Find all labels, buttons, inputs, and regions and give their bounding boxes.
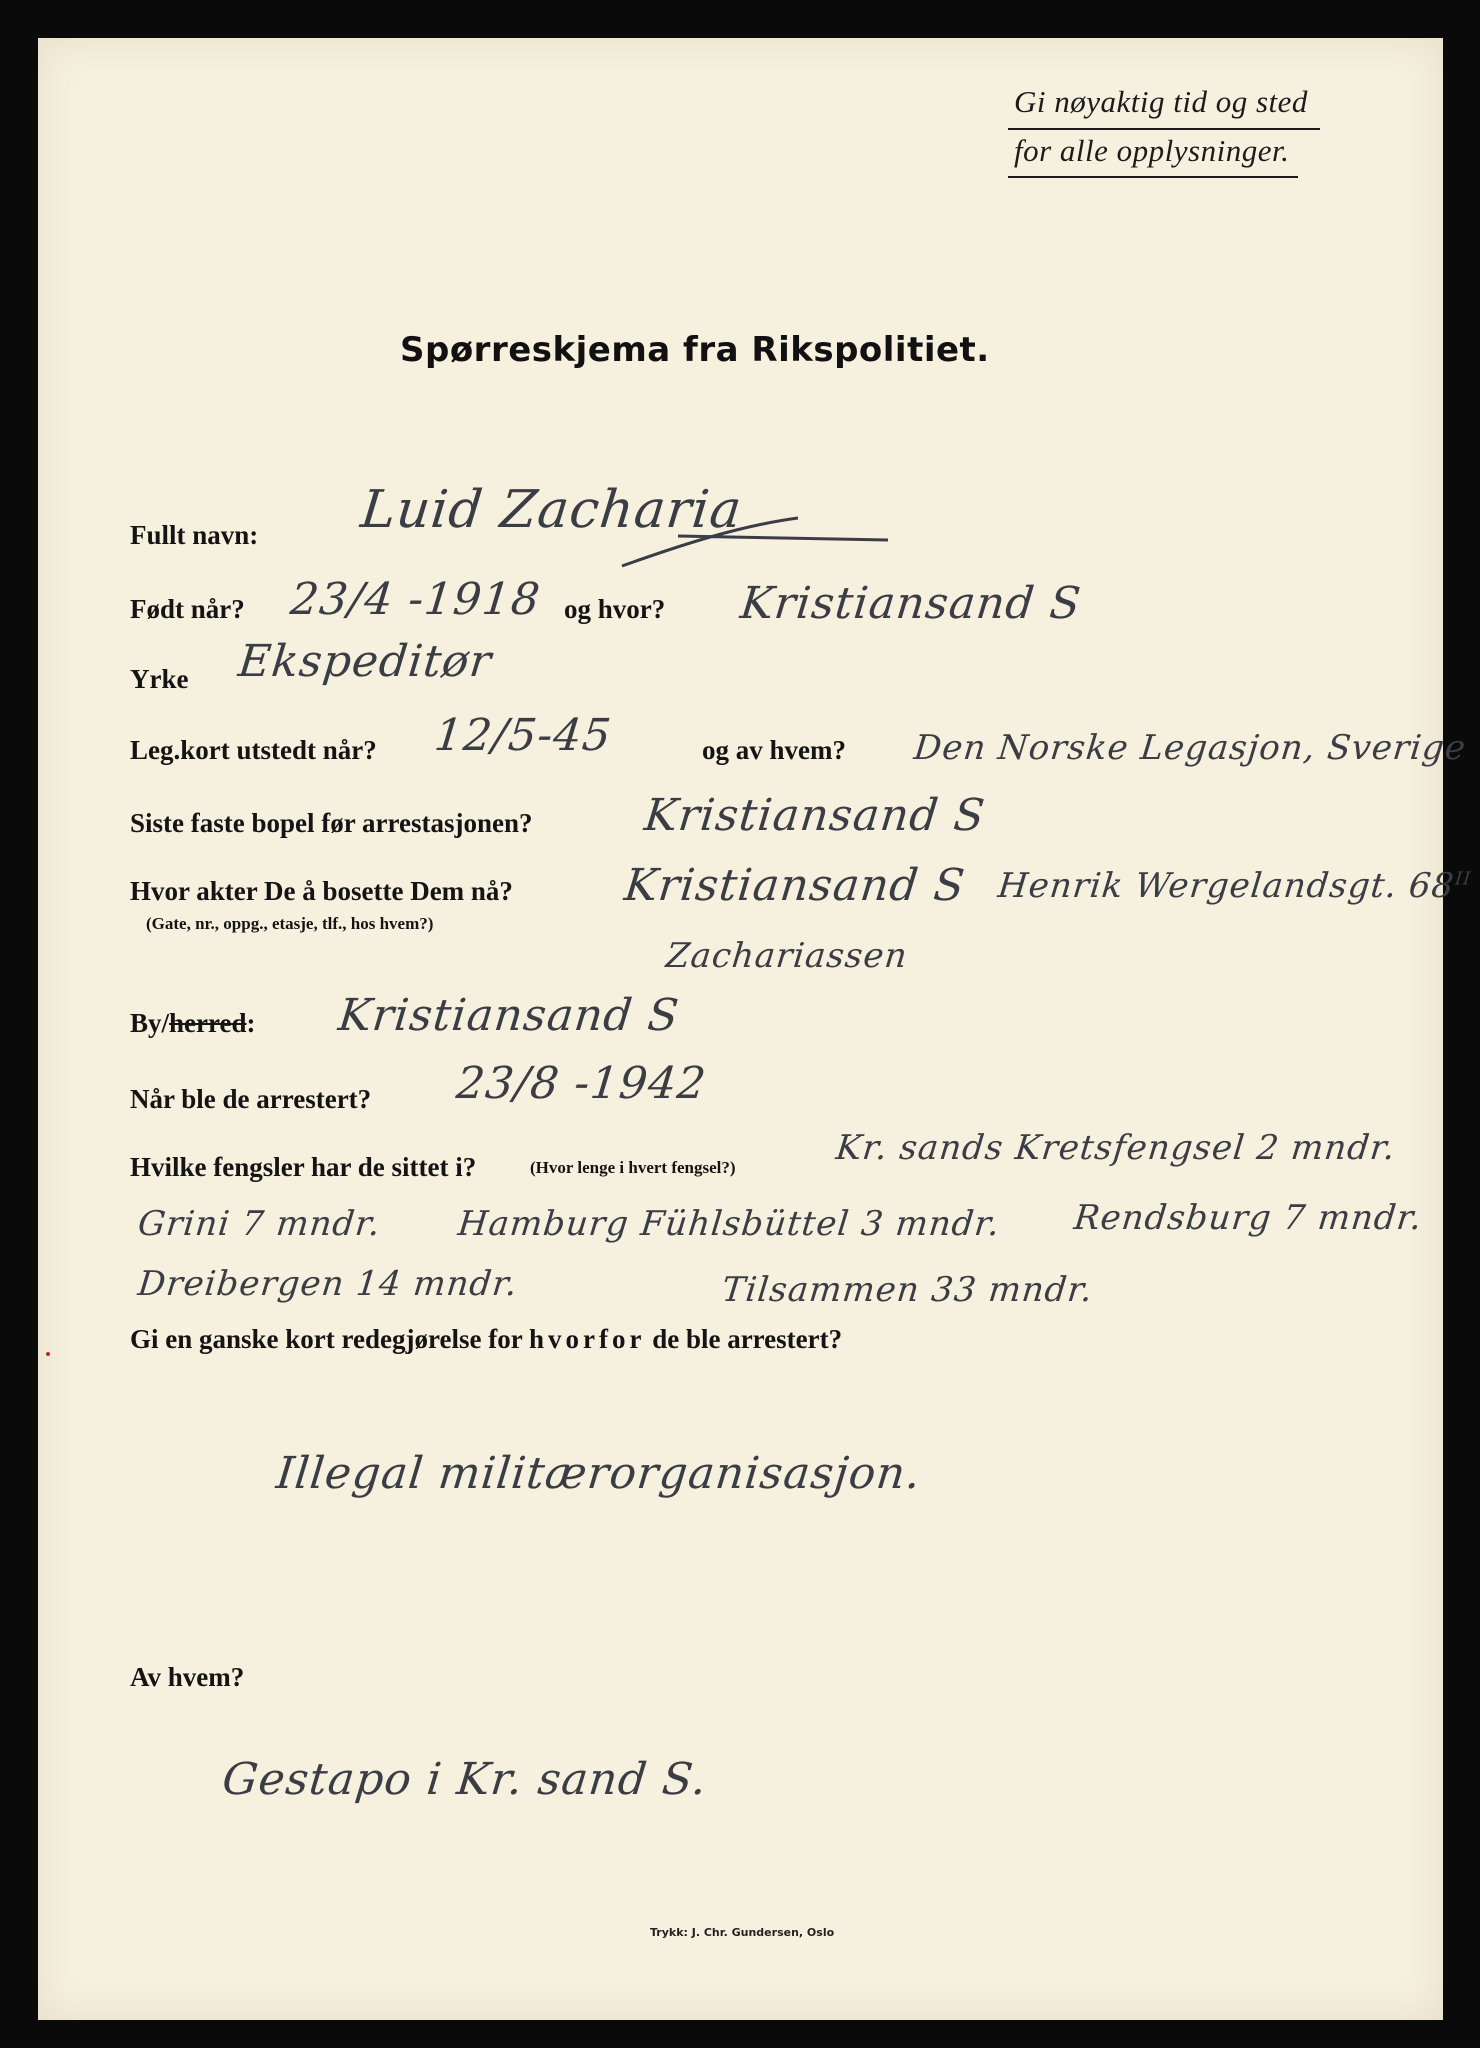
answer-prisons-line-2c: Rendsburg 7 mndr.: [1072, 1198, 1425, 1238]
label-city-by: By/: [130, 1008, 170, 1038]
answer-city: Kristiansand S: [336, 990, 682, 1041]
notice-line-2: for alle opplysninger.: [1014, 133, 1290, 168]
answer-id-date: 12/5-45: [432, 710, 615, 761]
answer-id-issuer: Den Norske Legasjon, Sverige: [912, 728, 1469, 768]
name-scribble: [618, 506, 898, 576]
answer-arrested-by: Gestapo i Kr. sand S.: [220, 1754, 710, 1805]
answer-settle-host: Zachariassen: [664, 936, 910, 976]
label-occupation: Yrke: [130, 664, 189, 694]
label-prisons-hint: (Hvor lenge i hvert fengsel?): [530, 1158, 736, 1177]
answer-full-name: Luid Zacharia: [358, 480, 746, 540]
label-born-place: og hvor?: [564, 594, 666, 624]
answer-last-residence: Kristiansand S: [642, 790, 988, 841]
label-settle: Hvor akter De å bosette Dem nå?: [130, 876, 513, 906]
label-prisons: Hvilke fengsler har de sittet i?: [130, 1152, 477, 1182]
answer-born-place: Kristiansand S: [738, 578, 1084, 629]
answer-settle-address-main: Henrik Wergelandsgt. 68: [996, 866, 1457, 906]
label-city-colon: :: [246, 1008, 256, 1038]
label-city-herred: herred: [169, 1008, 247, 1038]
answer-settle-address-sup: II: [1453, 868, 1473, 890]
label-settle-hint: (Gate, nr., oppg., etasje, tlf., hos hvem?): [146, 914, 434, 933]
form-sheet: [38, 38, 1473, 2020]
notice-line-1: Gi nøyaktig tid og sted: [1014, 84, 1308, 119]
margin-mark: [46, 1352, 50, 1356]
answer-prisons-line-3a: Dreibergen 14 mndr.: [136, 1264, 520, 1304]
answer-reason: Illegal militærorganisasjon.: [274, 1448, 924, 1499]
answer-prisons-line-3b: Tilsammen 33 mndr.: [720, 1270, 1095, 1310]
label-id-issuer: og av hvem?: [702, 735, 846, 765]
answer-born-date: 23/4 -1918: [288, 574, 544, 625]
label-arrested-by: Av hvem?: [130, 1662, 245, 1692]
label-city: [130, 1008, 256, 1039]
answer-prisons-line-2a: Grini 7 mndr.: [136, 1204, 383, 1244]
label-full-name: Fullt navn:: [130, 520, 259, 550]
label-reason-a: Gi en ganske kort redegjørelse for: [130, 1324, 523, 1354]
label-id-date: Leg.kort utstedt når?: [130, 735, 377, 765]
answer-settle-address: [996, 866, 1473, 906]
answer-prisons-line-2b: Hamburg Fühlsbüttel 3 mndr.: [456, 1204, 1003, 1244]
answer-settle-place: Kristiansand S: [622, 860, 968, 911]
answer-arrest-date: 23/8 -1942: [454, 1058, 710, 1109]
printer-imprint: Trykk: J. Chr. Gundersen, Oslo: [650, 1926, 835, 1939]
label-reason-c: de ble arrestert?: [652, 1324, 843, 1354]
answer-prisons-line-1: Kr. sands Kretsfengsel 2 mndr.: [834, 1128, 1398, 1168]
label-last-residence: Siste faste bopel før arrestasjonen?: [130, 808, 533, 838]
notice-underline-2: [1008, 176, 1298, 178]
label-arrest-date: Når ble de arrestert?: [130, 1084, 372, 1114]
notice-underline-1: [1008, 128, 1320, 130]
label-reason-b: hvorfor: [528, 1324, 646, 1354]
label-reason: [130, 1324, 842, 1355]
form-title: Spørreskjema fra Rikspolitiet.: [400, 330, 990, 370]
label-born-date: Født når?: [130, 594, 245, 624]
answer-occupation: Ekspeditør: [236, 636, 495, 687]
